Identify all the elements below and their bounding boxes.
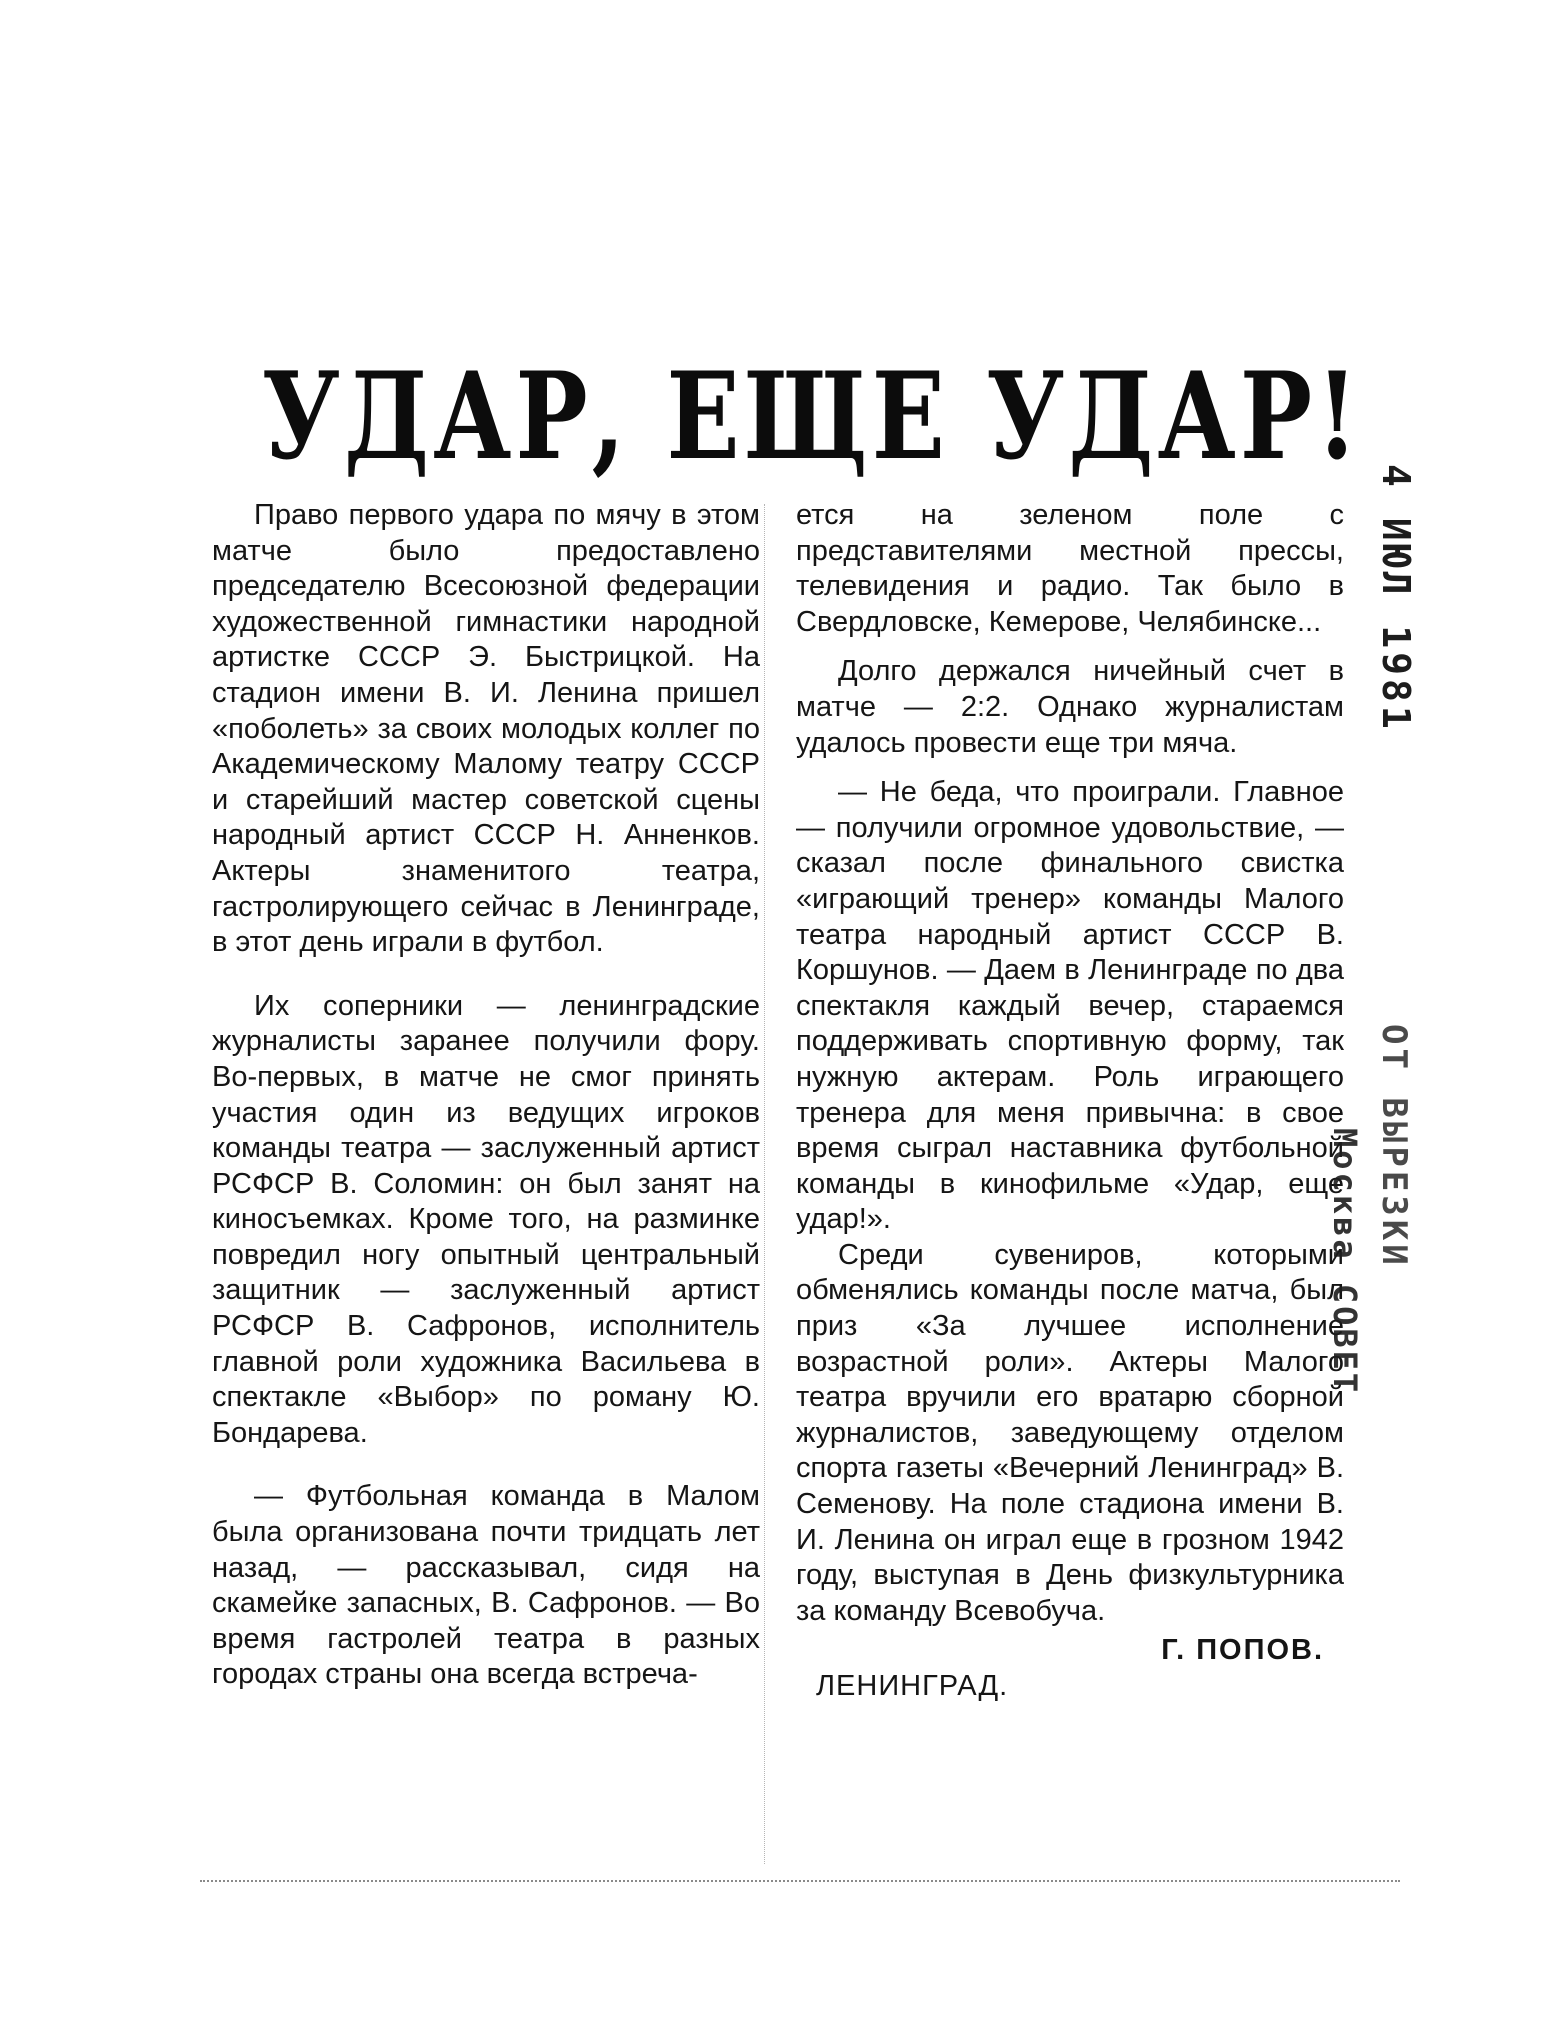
author-signature: Г. ПОПОВ. bbox=[1161, 1634, 1324, 1667]
article-column-right bbox=[796, 498, 1344, 1705]
paragraph: Их соперники — ленинградские журналисты заранее получили фору. Во-первых, в матче не смог принять участия один из ведущих игроков команды театра — заслуженный артист РСФСР В. Соломин: он был занят на киносъемках. Кроме того, на разминке повредил ногу опытный центральный защитник — заслуженный артист РСФСР В. Сафронов, исполнитель главной роли художника Васильева в спектакле «Выбор» по роману Ю. Бондарева. bbox=[212, 989, 760, 1449]
dateline-location: ЛЕНИНГРАД. bbox=[816, 1670, 1009, 1702]
cut-line bbox=[200, 1880, 1400, 1882]
paragraph: Долго держался ничейный счет в матче — 2:2. Однако журналистам удалось провести еще три мяча. bbox=[796, 655, 1344, 759]
article-headline: УДАР, ЕЩЕ УДАР! bbox=[262, 346, 1363, 487]
paragraph: — Футбольная команда в Малом была организована почти тридцать лет назад, — рассказывал, сидя на скамейке запасных, В. Сафронов. — Во время гастролей театра в разных городах страны она всегда встреча- bbox=[212, 1480, 760, 1691]
paragraph: ется на зеленом поле с представителями местной прессы, телевидения и радио. Так было в Свердловске, Кемерове, Челябинске... bbox=[796, 499, 1344, 638]
paragraph: Право первого удара по мячу в этом матче было предоставлено председателю Всесоюзной федерации художественной гимнастики народной артистке СССР Э. Быстрицкой. На стадион имени В. И. Ленина пришел «поболеть» за своих молодых коллег по Академическому Малому театру СССР и старейший мастер советской сцены народный артист СССР Н. Анненков. Актеры знаменитого театра, гастролирующего сейчас в Ленинграде, в этот день играли в футбол. bbox=[212, 499, 760, 959]
clipping-stamp-source: Москва СОВЕТ bbox=[1326, 1128, 1364, 1396]
article-column-left bbox=[212, 498, 760, 1693]
clipping-stamp: ОТ ВЫРЕЗКИ bbox=[1374, 1024, 1414, 1269]
paragraph: — Не беда, что проиграли. Главное — получили огромное удовольствие, — сказал после финального свистка «играющий тренер» команды Малого театра народный артист СССР В. Коршунов. — Даем в Ленинграде по два спектакля каждый вечер, стараемся поддерживать спортивную форму, так нужную актерам. Роль играющего тренера для меня привычна: в свое время сыграл наставника футбольной команды в кинофильме «Удар, еще удар!». bbox=[796, 776, 1344, 1236]
column-divider bbox=[764, 504, 765, 1864]
paragraph: Среди сувениров, которыми обменялись команды после матча, был приз «За лучшее исполнение возрастной роли». Актеры Малого театра вручили его вратарю сборной журналистов, заведующему отделом спорта газеты «Вечерний Ленинград» В. Семенову. На поле стадиона имени В. И. Ленина он играл еще в грозном 1942 году, выступая в День физкультурника за команду Всевобуча. bbox=[796, 1238, 1344, 1627]
date-stamp: 4 ИЮЛ 1981 bbox=[1374, 464, 1418, 733]
